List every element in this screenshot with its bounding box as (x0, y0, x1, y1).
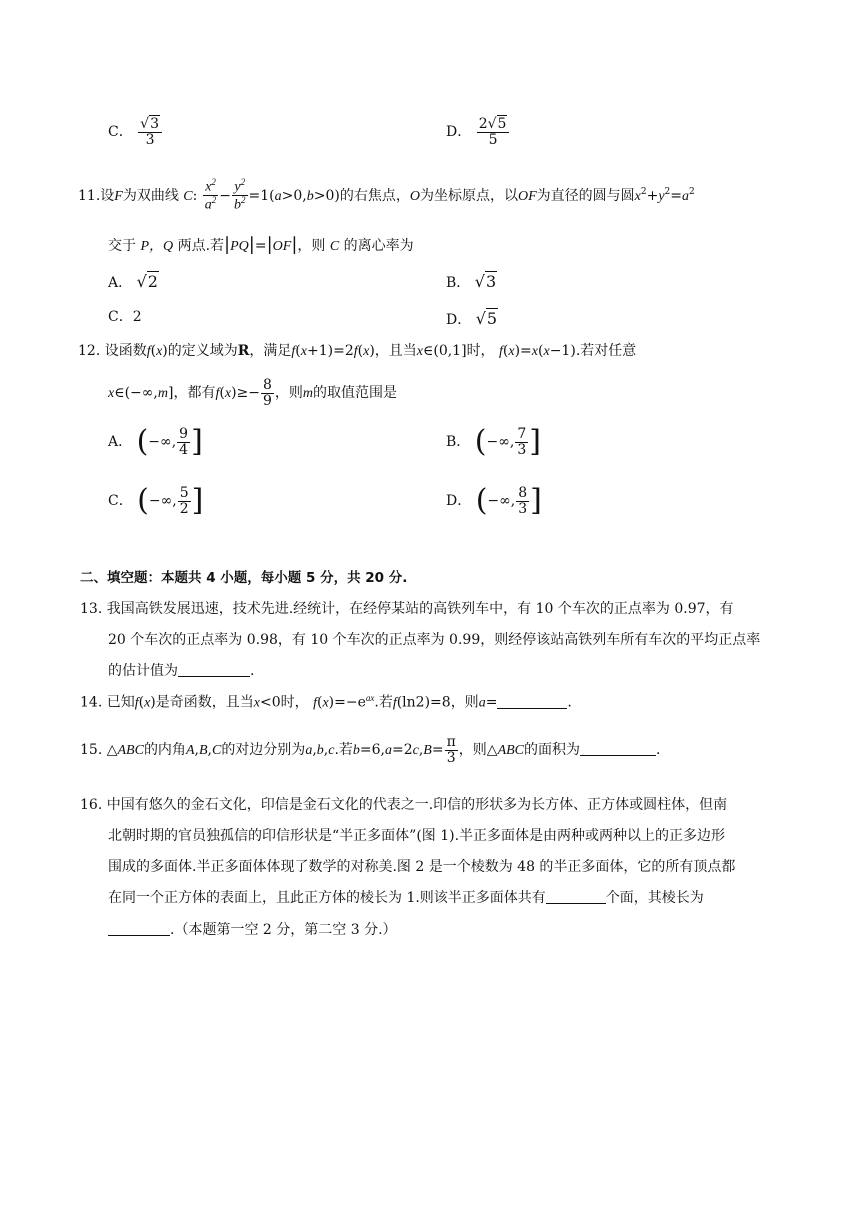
fraction: $\frac{8}{3}$ (518, 485, 528, 517)
q13-line1: 13. 我国高铁发展迅速，技术先进.经统计，在经停某站的高铁列车中，有 10 个车次的正点率为 0.97，有 (80, 601, 734, 617)
fraction: $\frac{5}{2}$ (179, 485, 189, 517)
q12-option-a: A． (−∞, $\frac{9}{4}$ ] (108, 424, 203, 460)
q11-line2: 交于 P，Q 两点.若|PQ|=|OF|，则 C 的离心率为 (108, 234, 414, 255)
q11-option-b: B． √3 (446, 272, 497, 291)
fraction: $\frac{7}{3}$ (517, 426, 527, 458)
answer-blank[interactable] (108, 921, 170, 936)
q11-option-d: D． √5 (446, 309, 498, 328)
answer-blank[interactable] (497, 694, 567, 709)
q16-line3: 围成的多面体.半正多面体体现了数学的对称美.图 2 是一个棱数为 48 的半正多面体，它的所有顶点都 (108, 859, 736, 875)
q12-line1: 12. 设函数f(x)的定义域为R，满足f(x+1)=2f(x)，且当x∈(0,1]时， f(x)=x(x−1).若对任意 (78, 343, 637, 359)
fraction: $\frac{x^2}{a^2}$ (204, 177, 217, 213)
fraction: $\frac{2√5}{5}$ (477, 117, 510, 147)
section-heading: 二、填空题：本题共 4 小题，每小题 5 分，共 20 分. (80, 570, 408, 586)
answer-blank[interactable] (178, 662, 250, 677)
fraction: $\frac{\pi}{3}$ (446, 734, 456, 766)
q12-option-d: D． (−∞, $\frac{8}{3}$ ] (446, 483, 542, 519)
q11-option-c: C．2 (108, 309, 142, 325)
q16-line4: 在同一个正方体的表面上，且此正方体的棱长为 1.则该半正多面体共有 个面，其棱长为 (108, 890, 704, 906)
answer-blank[interactable] (546, 889, 606, 904)
q16-line2: 北朝时期的官员独孤信的印信形状是“半正多面体”(图 1).半正多面体是由两种或两种以上的正多边形 (108, 828, 726, 844)
q11-option-a: A． √2 (108, 272, 158, 291)
q13-line3: 的估计值为 . (108, 663, 255, 679)
fraction: $\frac{y^2}{b^2}$ (234, 177, 246, 213)
q13-line2: 20 个车次的正点率为 0.98，有 10 个车次的正点率为 0.99，则经停该站高铁列车所有车次的平均正点率 (108, 632, 761, 648)
q12-option-b: B． (−∞, $\frac{7}{3}$ ] (446, 424, 541, 460)
q14-line: 14. 已知f(x)是奇函数，且当x<0时， $f(x)=-e^{ax}$.若f(ln2)=8，则a= . (80, 693, 572, 711)
q16-line1: 16. 中国有悠久的金石文化，印信是金石文化的代表之一.印信的形状多为长方体、正方体或圆柱体，但南 (80, 797, 728, 813)
q11-line1: 11.设F为双曲线 C: $\frac{x^2}{a^2}$ − $\frac{y^2}{b^2}$ =1(a>0,b>0)的右焦点，O为坐标原点，以OF为直径的圆与圆$x^2+y^2=a^2$ (78, 177, 695, 213)
answer-blank[interactable] (580, 741, 656, 756)
fraction: $\frac{9}{4}$ (179, 426, 189, 458)
fraction: $\frac{8}{9}$ (263, 377, 272, 409)
fraction: $\frac{√3}{3}$ (138, 117, 162, 147)
q10-option-d: D． $\frac{2√5}{5}$ (446, 117, 510, 147)
q16-line5: .（本题第一空 2 分，第二空 3 分.） (108, 921, 397, 939)
q12-option-c: C． (−∞, $\frac{5}{2}$ ] (108, 483, 204, 519)
q10-option-c: C． $\frac{√3}{3}$ (108, 117, 163, 147)
q15-line: 15. △ABC的内角A,B,C的对边分别为a,b,c.若b=6,a=2c,B= $\frac{\pi}{3}$ ，则△ABC的面积为 . (80, 734, 661, 766)
q12-line2: x∈(−∞,m]，都有f(x)≥− $\frac{8}{9}$ ，则m的取值范围是 (108, 377, 398, 409)
